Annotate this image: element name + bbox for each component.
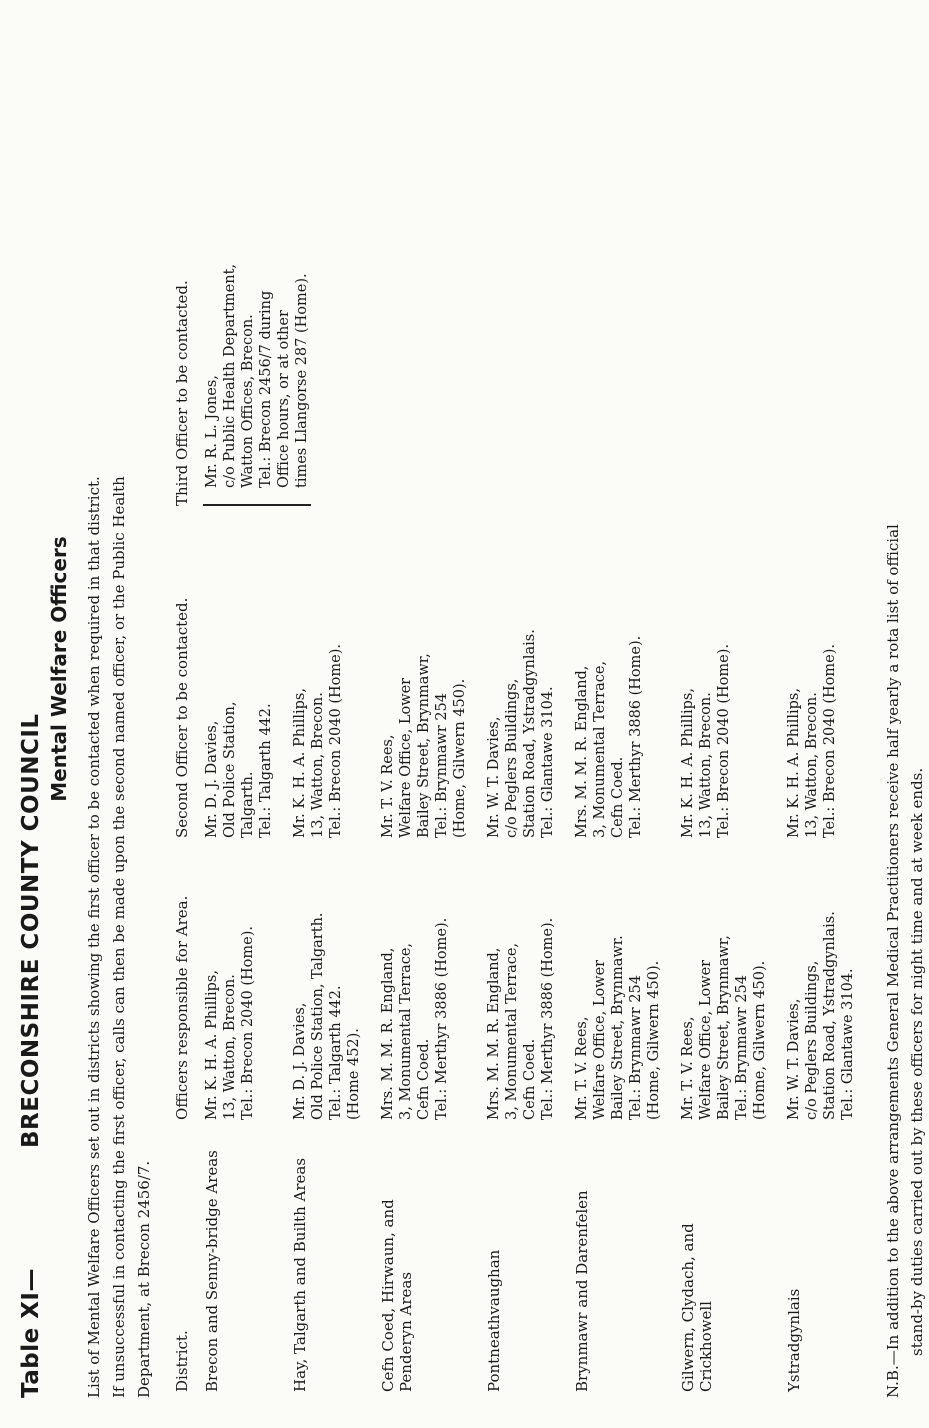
footnote-line: N.B.—In addition to the above arrangements General Medical Practitioners receive half yearly a rota list of official — [884, 524, 902, 1398]
intro-paragraph — [82, 30, 157, 1398]
document-title — [16, 30, 46, 1398]
contact-line: Tel.: Brecon 2040 (Home). — [822, 644, 838, 838]
contact-line: 13, Watton, Brecon. — [804, 692, 820, 838]
contact-line: Cefn Coed. — [416, 1038, 432, 1120]
second-officer-cell — [679, 512, 785, 844]
contact-line: Watton Offices, Brecon. — [240, 314, 256, 488]
contact-line: Mrs. M. M. R. England, — [574, 665, 590, 838]
contact-line: Welfare Office, Lower — [698, 959, 714, 1120]
contact-line: Bailey Street, Brynmawr, — [716, 935, 732, 1120]
contact-line: Tel.: Merthyr 3886 (Home). — [434, 917, 450, 1120]
contact-line: (Home, Gilwern 450). — [646, 960, 662, 1120]
contact-line: c/o Public Health Department, — [222, 263, 238, 488]
contact-line: (Home, Gilwern 450). — [452, 678, 468, 838]
contact-line: Tel.: Brecon 2456/7 during — [258, 290, 274, 488]
district-cell: Brecon and Senny-bridge Areas — [203, 1150, 221, 1392]
contact-line: Mr. T. V. Rees, — [380, 734, 396, 838]
contact-line: Station Road, Ystradgynlais. — [822, 911, 838, 1120]
brace-line — [203, 498, 311, 506]
column-header-first-officer: Officers responsible for Area. — [173, 895, 191, 1120]
contact-line: 3, Monumental Terrace, — [592, 660, 608, 838]
district-cell: Ystradgynlais — [785, 1288, 803, 1392]
first-officer-cell — [291, 844, 379, 1126]
second-officer-cell — [203, 512, 291, 844]
council-name: BRECONSHIRE COUNTY COUNCIL — [18, 713, 44, 1148]
district-cell: Brynmawr and Darenfelen — [573, 1190, 591, 1392]
contact-line: c/o Peglers Buildings, — [804, 960, 820, 1120]
column-header-second-officer: Second Officer to be contacted. — [173, 597, 191, 838]
first-officer-cell — [785, 844, 873, 1126]
second-officer-cell — [379, 512, 485, 844]
contact-line: Cefn Coed. — [522, 1038, 538, 1120]
contact-line: Talgarth. — [240, 771, 256, 838]
intro-line: Department, at Brecon 2456/7. — [135, 1160, 153, 1398]
contact-line: Office hours, or at other — [276, 310, 292, 488]
contact-line: Mr. D. J. Davies, — [292, 1002, 308, 1120]
second-officer-cell — [291, 512, 379, 844]
table-header-row — [169, 30, 203, 1398]
table-row — [203, 30, 291, 1398]
document-subtitle: Mental Welfare Officers — [47, 536, 71, 802]
contact-line: times Llangorse 287 (Home). — [294, 273, 310, 488]
contact-line: Mr. W. T. Davies, — [786, 998, 802, 1120]
district-cell: Cefn Coed, Hirwaun, and Penderyn Areas — [379, 1199, 415, 1392]
contact-line: Mr. K. H. A. Phillips, — [204, 970, 220, 1120]
contact-line: 13, Watton, Brecon. — [222, 974, 238, 1120]
contact-line: Tel.: Glantawe 3104. — [540, 686, 556, 838]
contact-line: 13, Watton, Brecon. — [310, 692, 326, 838]
contact-line: 13, Watton, Brecon. — [698, 692, 714, 838]
contact-line: Tel.: Brecon 2040 (Home). — [716, 644, 732, 838]
contact-line: Tel.: Brecon 2040 (Home). — [328, 644, 344, 838]
column-header-third-officer: Third Officer to be contacted. — [173, 280, 191, 506]
table-body — [203, 30, 873, 1398]
contact-line: Tel.: Brynmawr 254 — [628, 974, 644, 1120]
contact-line: 3, Monumental Terrace, — [504, 942, 520, 1120]
contact-line: Tel.: Brecon 2040 (Home). — [240, 926, 256, 1120]
contact-line: Welfare Office, Lower — [592, 959, 608, 1120]
first-officer-cell — [203, 844, 291, 1126]
contact-line: Mr. K. H. A. Phillips, — [786, 688, 802, 838]
footnote — [881, 30, 929, 1398]
contact-line: Tel.: Brynmawr 254 — [734, 974, 750, 1120]
contact-line: (Home, Gilwern 450). — [752, 960, 768, 1120]
contact-line: Tel.: Merthyr 3886 (Home). — [540, 917, 556, 1120]
contact-line: Old Police Station, — [222, 701, 238, 838]
contact-line: Station Road, Ystradgynlais. — [522, 629, 538, 838]
contact-line: Mr. T. V. Rees, — [680, 1016, 696, 1120]
contact-line: Tel.: Glantawe 3104. — [840, 968, 856, 1120]
first-officer-cell — [485, 844, 573, 1126]
third-officer-cell — [203, 30, 873, 512]
contact-line: Mr. K. H. A. Phillips, — [680, 688, 696, 838]
contact-line: Mr. W. T. Davies, — [486, 716, 502, 838]
table-label: Table XI— — [18, 1268, 44, 1398]
contact-line: Mr. R. L. Jones, — [204, 375, 220, 488]
officers-table — [169, 30, 873, 1398]
contact-line: Tel.: Merthyr 3886 (Home). — [628, 635, 644, 838]
contact-line: Mr. T. V. Rees, — [574, 1016, 590, 1120]
first-officer-cell — [379, 844, 485, 1126]
contact-line: Cefn Coed. — [610, 756, 626, 838]
contact-line: Mrs. M. M. R. England, — [486, 947, 502, 1120]
contact-line: Mr. D. J. Davies, — [204, 720, 220, 838]
district-cell: Gilwern, Clydach, and Crickhowell — [679, 1223, 715, 1392]
contact-line: Welfare Office, Lower — [398, 677, 414, 838]
contact-line: Mr. K. H. A. Phillips, — [292, 688, 308, 838]
contact-line: Mrs. M. M. R. England, — [380, 947, 396, 1120]
first-officer-cell — [573, 844, 679, 1126]
second-officer-cell — [485, 512, 573, 844]
contact-line: Tel.: Talgarth 442. — [258, 703, 274, 838]
contact-line: Bailey Street, Brynmawr, — [416, 653, 432, 838]
intro-line: List of Mental Welfare Officers set out in districts showing the first officer to be contacted when required in that district. — [85, 476, 103, 1398]
third-officer-block — [203, 36, 311, 506]
contact-line: c/o Peglers Buildings, — [504, 678, 520, 838]
district-cell: Hay, Talgarth and Builth Areas — [291, 1157, 309, 1392]
second-officer-cell — [573, 512, 679, 844]
second-officer-cell — [785, 512, 873, 844]
contact-line: Bailey Street, Brynmawr. — [610, 935, 626, 1120]
contact-line: Tel.: Talgarth 442. — [328, 985, 344, 1120]
intro-line: If unsuccessful in contacting the first officer, calls can then be made upon the second named officer, or the Public Health — [110, 476, 128, 1398]
contact-line: 3, Monumental Terrace, — [398, 942, 414, 1120]
district-cell: Pontneathvaughan — [485, 1249, 503, 1392]
contact-line: Old Police Station, Talgarth. — [310, 912, 326, 1120]
first-officer-cell — [679, 844, 785, 1126]
footnote-line: stand-by duties carried out by these officers for night time and at week ends. — [908, 767, 926, 1356]
column-header-district: District. — [173, 1330, 191, 1392]
contact-line: (Home 452). — [346, 1028, 362, 1120]
contact-line: Tel.: Brynmawr 254 — [434, 692, 450, 838]
